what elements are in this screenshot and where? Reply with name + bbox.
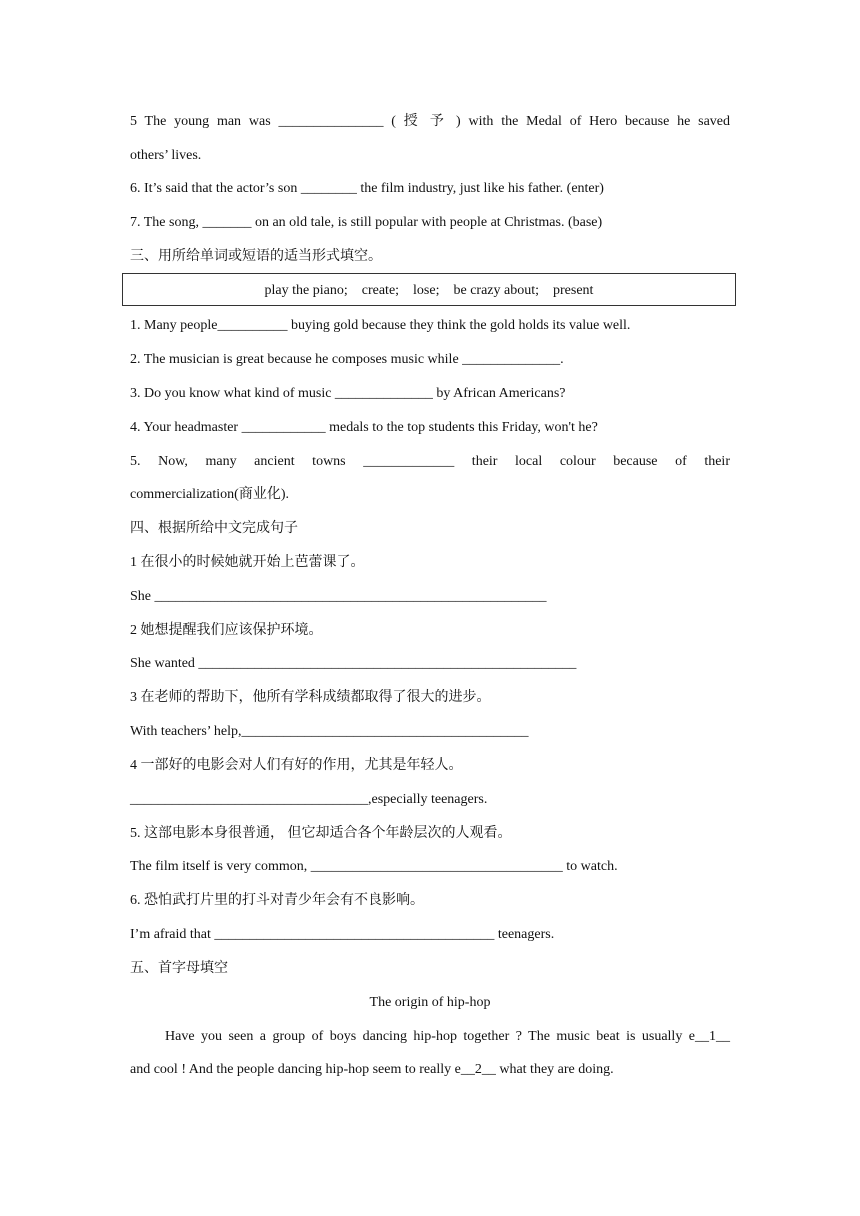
word-bank-text: play the piano; create; lose; be crazy about; present [264,283,594,298]
chinese-prompt: 1 在很小的时候她就开始上芭蕾课了。 [130,555,365,570]
chinese-prompt: 3 在老师的帮助下，他所有学科成绩都取得了很大的进步。 [130,690,491,705]
answer-line: She ________________________________________________________ [130,589,547,604]
answer-line: The film itself is very common, ____________________________________ to watch. [130,859,618,874]
answer-line: With teachers’ help,_________________________________________ [130,724,529,739]
question-line: 2. The musician is great because he composes music while ______________. [130,352,564,367]
chinese-prompt: 5. 这部电影本身很普通， 但它却适合各个年龄层次的人观看。 [130,826,512,841]
question-line: 7. The song, _______ on an old tale, is still popular with people at Christmas. (base) [130,215,603,230]
passage-title: The origin of hip-hop [369,995,491,1010]
question-line: others’ lives. [130,148,202,163]
answer-line: __________________________________,especially teenagers. [130,792,488,807]
question-line: 5 The young man was _______________ ( 授 予 ) with the Medal of Hero because he saved [130,114,730,129]
question-line: 4. Your headmaster ____________ medals to the top students this Friday, won't he? [130,420,598,435]
section-heading: 三、用所给单词或短语的适当形式填空。 [130,249,382,264]
chinese-prompt: 2 她想提醒我们应该保护环境。 [130,623,323,638]
section-heading: 五、首字母填空 [130,961,228,976]
word-bank-box [122,273,736,306]
question-line: 3. Do you know what kind of music ______________ by African Americans? [130,386,566,401]
question-line: 6. It’s said that the actor’s son ________ the film industry, just like his father. (enter) [130,181,604,196]
section-heading: 四、根据所给中文完成句子 [130,521,298,536]
question-line: commercialization(商业化). [130,487,289,502]
answer-line: She wanted ______________________________________________________ [130,656,577,671]
chinese-prompt: 4 一部好的电影会对人们有好的作用，尤其是年轻人。 [130,758,463,773]
answer-line: I’m afraid that ________________________________________ teenagers. [130,927,555,942]
question-line: 1. Many people__________ buying gold because they think the gold holds its value well. [130,318,631,333]
passage-line: and cool ! And the people dancing hip-hop seem to really e__2__ what they are doing. [130,1062,614,1077]
question-line: 5. Now, many ancient towns _____________ their local colour because of their [130,454,730,469]
chinese-prompt: 6. 恐怕武打片里的打斗对青少年会有不良影响。 [130,893,424,908]
passage-line: Have you seen a group of boys dancing hip-hop together ? The music beat is usually e__1__ [165,1029,730,1044]
